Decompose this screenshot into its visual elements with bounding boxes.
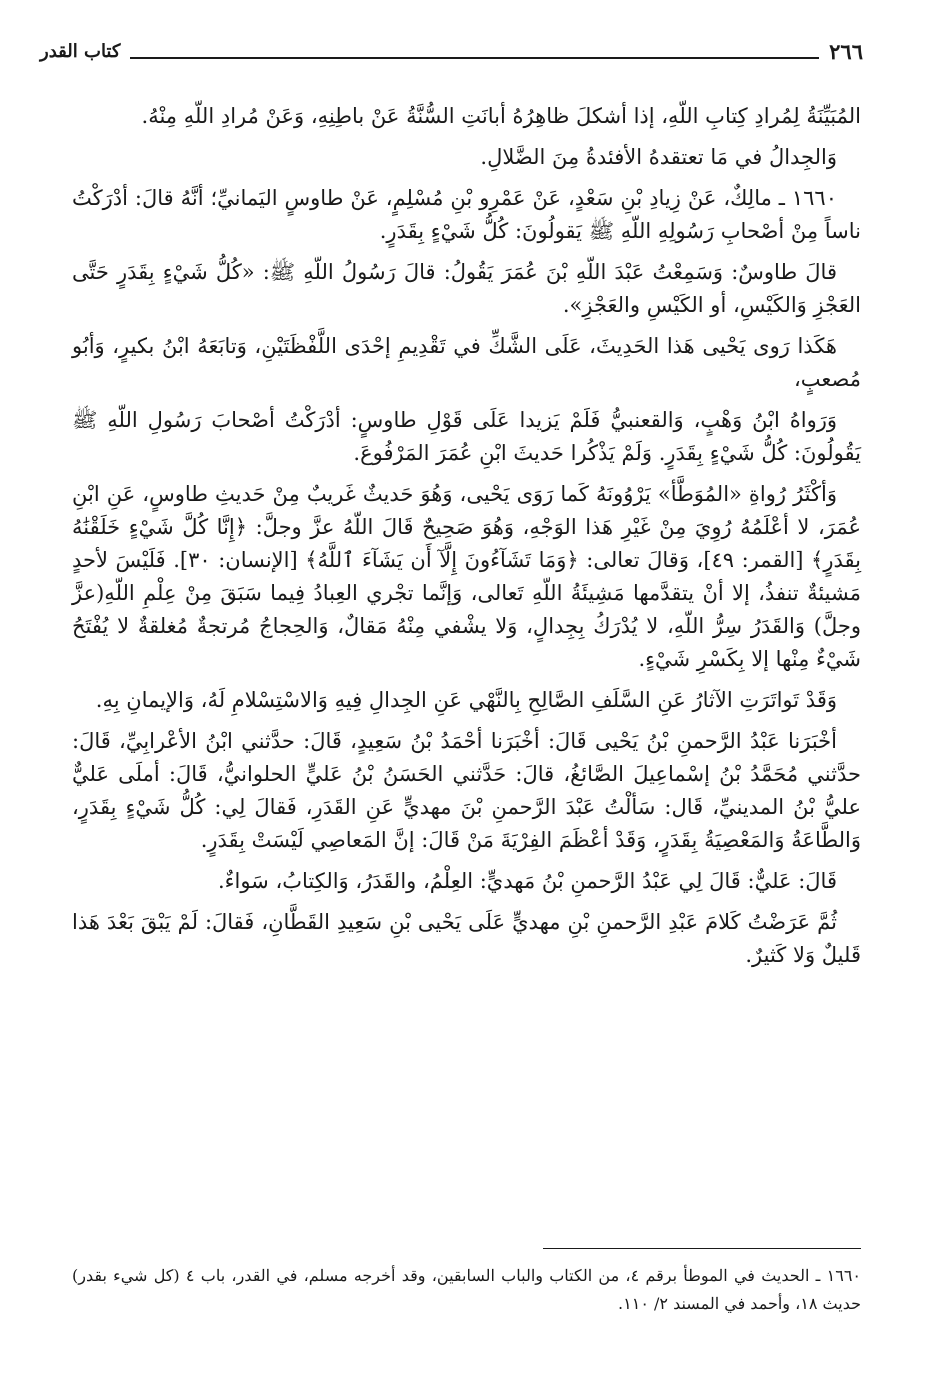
paragraph: وَرَواهُ ابْنُ وَهْبٍ، وَالقعنبيُّ فَلَمْ يَزيدا عَلَى قَوْلِ طاوسٍ: أدْرَكْتُ أصْحابَ رَسُولِ اللّهِ ﷺ يَقُولُونَ: كُلُّ شَيْءٍ بِقَدَرٍ. وَلَمْ يَذْكُرا حَديثَ ابْنِ عُمَرَ المَرْفُوعَ. — [72, 408, 861, 465]
paragraph: أخْبَرَنا عَبْدُ الرَّحمنِ بْنُ يَحْيى قَالَ: أخْبَرَنا أحْمَدُ بْنُ سَعِيدٍ، قَالَ: حدَّثني ابْنُ الأعْرابِيِّ، قَالَ: حدَّثني مُحَمَّدُ بْنُ إسْماعِيلَ الصَّائغُ، قالَ: حَدَّثني الحَسَنُ بْنُ عَليٍّ الحلوانيُّ، قَالَ: أملَى عَليٌّ عليُّ بْنُ المدينيِّ، قَال: سَألْتُ عَبْدَ الرَّحمنِ بْنَ مهديٍّ عَنِ القَدَرِ، فَقالَ لِي: كُلُّ شَيْءٍ بِقَدَرٍ، وَالطَّاعَةُ وَالمَعْصِيَةُ بِقَدَرٍ، وَقَدْ أعْظَمَ الفِرْيَةَ مَنْ قَالَ: إنَّ المَعاصِي لَيْسَتْ بِقَدَرٍ. — [72, 729, 861, 852]
paragraph: المُبَيِّنَةُ لِمُرادِ كِتابِ اللّهِ، إذا أشكلَ ظاهِرُهُ أبانَتِ السُّنَّةُ عَنْ باطِنِهِ، وَعَنْ مُرادِ اللّهِ مِنْهُ. — [141, 104, 861, 128]
paragraph: ثُمَّ عَرَضْتُ كَلامَ عَبْدِ الرَّحمنِ بْنِ مهديٍّ عَلَى يَحْيى بْنِ سَعِيدِ القَطَّانِ، فَقالَ: لَمْ يَبْقَ بَعْدَ هَذا قَليلٌ وَلا كَثيرٌ. — [72, 910, 861, 967]
footnote — [72, 1262, 861, 1318]
footnote-text: ١٦٦٠ ـ الحديث في الموطأ برقم ٤، من الكتاب والباب السابقين، وقد أخرجه مسلم، في القدر، باب ٤ (كل شيء بقدر) حديث ١٨، وأحمد في المسند ٢/ ١١٠. — [72, 1266, 861, 1313]
book-title: كتاب القدر — [40, 40, 121, 62]
paragraph: وَقَدْ تَواتَرَتِ الآثارُ عَنِ السَّلَفِ الصَّالِحِ بِالنَّهْي عَنِ الجِدالِ فِيهِ وَالاسْتِسْلامِ لَهُ، وَالإيمانِ بِهِ. — [95, 688, 837, 712]
header-rule — [130, 57, 819, 59]
running-header — [40, 36, 863, 66]
page-number: ٢٦٦ — [829, 38, 863, 64]
paragraph: وَالجِدالُ في مَا تعتقدهُ الأفئدةُ مِنَ الضَّلالِ. — [480, 145, 837, 169]
footnote-rule — [543, 1248, 861, 1249]
main-text — [72, 100, 861, 980]
paragraph: قالَ طاوسٌ: وَسَمِعْتُ عَبْدَ اللّهِ بْنَ عُمَرَ يَقُولُ: قالَ رَسُولُ اللّهِ ﷺ: «كُلُّ شَيْءٍ بِقَدَرٍ حَتَّى العَجْزِ وَالكَيْسِ، أو الكَيْسِ والعَجْزِ». — [72, 260, 861, 317]
paragraph: هَكَذا رَوى يَحْيى هَذا الحَدِيثَ، عَلَى الشَّكِّ في تَقْدِيمِ إحْدَى اللَّفْظَتَيْنِ، وَتابَعَهُ ابْنُ بكيرٍ، وَأبُو مُصعبٍ، — [72, 334, 861, 391]
paragraph: قَالَ: عَليٌّ: قَالَ لِي عَبْدُ الرَّحمنِ بْنُ مَهديٍّ: العِلْمُ، والقَدَرُ، وَالكِتابُ، سَواءٌ. — [217, 869, 837, 893]
paragraph: وَأكْثَرُ رُواةِ «المُوَطَّأ» يَرْوُونَهُ كَما رَوَى يَحْيى، وَهُوَ حَديثٌ غَريبٌ مِنْ حَديثِ طاوسٍ، عَنِ ابْنِ عُمَرَ، لا أعْلَمُهُ رُوِيَ مِنْ غَيْرِ هَذا الوَجْهِ، وَهُوَ صَحِيحٌ قَالَ اللّهُ عزَّ وجلَّ: ﴿إِنَّا كُلَّ شَيْءٍ خَلَقْنَٰهُ بِقَدَرٍ﴾ [القمر: ٤٩]، وَقالَ تعالى: ﴿وَمَا تَشَآءُونَ إِلَّآ أَن يَشَآءَ ٱللَّهُ﴾ [الإنسان: ٣٠]. فَلَيْسَ لأحدٍ مَشيئةٌ تنفذُ، إلا أنْ يتقدَّمها مَشِيئَةُ اللّهِ تَعالى، وَإنَّما تجْري العِبادُ فِيما سَبَقَ مِنْ عِلْمِ اللّهِ(عزَّ وجلَّ) وَالقَدَرُ سِرُّ اللّهِ، لا يُدْرَكُ بِجِدالٍ، وَلا يشْفي مِنْهُ مَقالٌ، وَالحِجاجُ مُرتجةٌ مُغلقةٌ لا يُفْتَحُ شَيْءٌ مِنْها إلا بِكَسْرِ شَيْءٍ. — [72, 482, 861, 671]
hadith-paragraph: ١٦٦٠ ـ مالِكٌ، عَنْ زِيادِ بْنِ سَعْدٍ، عَنْ عَمْرِو بْنِ مُسْلِمٍ، عَنْ طاوسٍ اليَمانيِّ؛ أنَّهُ قالَ: أدْرَكْتُ ناساً مِنْ أصْحابِ رَسُولِهِ اللّهِ ﷺ يَقولُونَ: كُلُّ شَيْءٍ بِقَدَرٍ. — [72, 186, 861, 243]
